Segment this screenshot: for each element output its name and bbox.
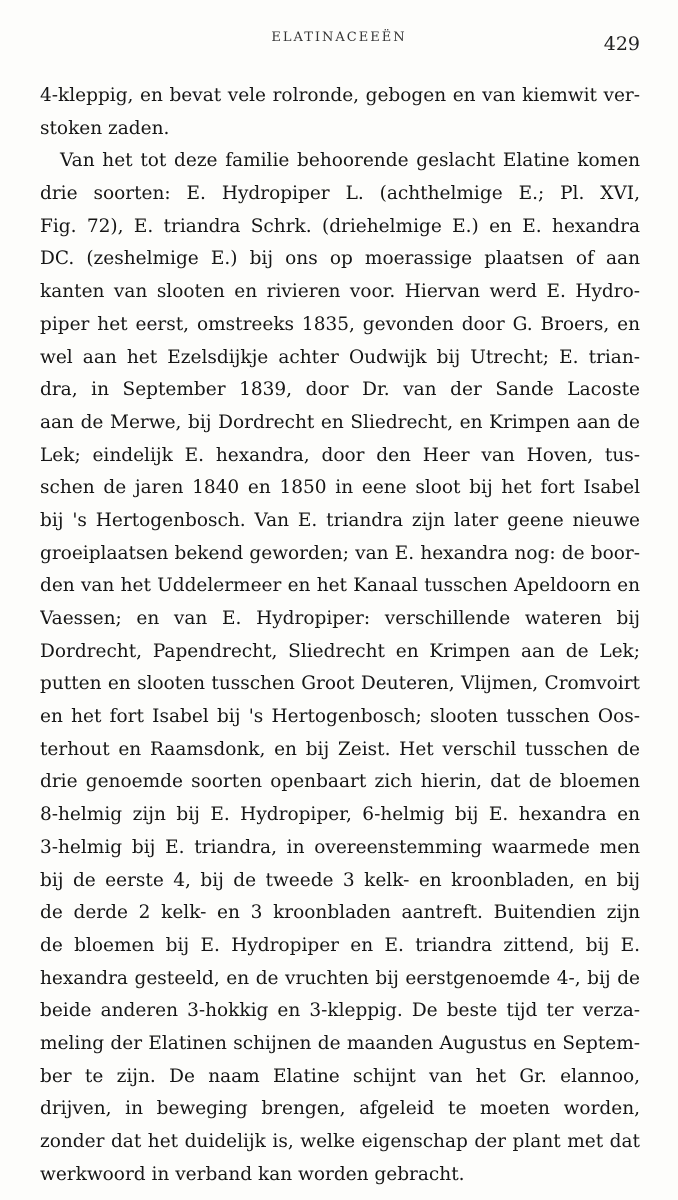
text-line: 3-helmig bij E. triandra, in overeenstemming waarmede men: [40, 836, 640, 858]
text-line: ber te zijn. De naam Elatine schijnt van het Gr. elannoo,: [40, 1065, 640, 1087]
text-line: Dordrecht, Papendrecht, Sliedrecht en Krimpen aan de Lek;: [40, 640, 640, 662]
text-line: stoken zaden.: [40, 117, 170, 139]
text-line: Fig. 72), E. triandra Schrk. (driehelmige E.) en E. hexandra: [40, 215, 640, 237]
text-line: kanten van slooten en rivieren voor. Hiervan werd E. Hydro-: [40, 281, 640, 303]
text-line: de bloemen bij E. Hydropiper en E. triandra zittend, bij E.: [40, 934, 640, 956]
text-line: DC. (zeshelmige E.) bij ons op moerassige plaatsen of aan: [40, 248, 640, 270]
text-line: drie soorten: E. Hydropiper L. (achthelmige E.; Pl. XVI,: [40, 183, 640, 205]
running-title: ELATINACEEËN: [271, 30, 407, 45]
text-line: bij 's Hertogenbosch. Van E. triandra zijn later geene nieuwe: [40, 509, 640, 531]
text-line: meling der Elatinen schijnen de maanden Augustus en Septem-: [40, 1032, 640, 1054]
text-line: aan de Merwe, bij Dordrecht en Sliedrecht, en Krimpen aan de: [40, 411, 640, 433]
text-line: bij de eerste 4, bij de tweede 3 kelk- en kroonbladen, en bij: [40, 869, 640, 891]
text-line: en het fort Isabel bij 's Hertogenbosch; slooten tusschen Oos-: [40, 706, 640, 728]
text-line: werkwoord in verband kan worden gebracht.: [40, 1163, 465, 1185]
text-line: zonder dat het duidelijk is, welke eigenschap der plant met dat: [40, 1131, 640, 1152]
text-line: Lek; eindelijk E. hexandra, door den Heer van Hoven, tus-: [40, 444, 640, 466]
text-line: den van het Uddelermeer en het Kanaal tusschen Apeldoorn en: [40, 575, 640, 597]
text-line: beide anderen 3-hokkig en 3-kleppig. De beste tijd ter verza-: [40, 1000, 640, 1022]
text-line: wel aan het Ezelsdijkje achter Oudwijk bij Utrecht; E. trian-: [40, 346, 640, 368]
text-line: Van het tot deze familie behoorende geslacht Elatine komen: [60, 150, 640, 172]
text-line: dra, in September 1839, door Dr. van der Sande Lacoste: [40, 379, 640, 401]
text-line: drijven, in beweging brengen, afgeleid te moeten worden,: [40, 1098, 640, 1120]
text-line: drie genoemde soorten openbaart zich hierin, dat de bloemen: [40, 771, 640, 793]
text-line: terhout en Raamsdonk, en bij Zeist. Het verschil tusschen de: [40, 738, 640, 760]
text-line: 8-helmig zijn bij E. Hydropiper, 6-helmig bij E. hexandra en: [40, 804, 640, 826]
text-line: putten en slooten tusschen Groot Deuteren, Vlijmen, Cromvoirt: [40, 673, 640, 695]
body-text: [40, 80, 640, 1191]
text-line: Vaessen; en van E. Hydropiper: verschillende wateren bij: [40, 608, 640, 629]
text-line: hexandra gesteeld, en de vruchten bij eerstgenoemde 4-, bij de: [40, 967, 640, 989]
text-line: 4-kleppig, en bevat vele rolronde, gebogen en van kiemwit ver-: [40, 85, 640, 106]
text-line: de derde 2 kelk- en 3 kroonbladen aantreft. Buitendien zijn: [40, 902, 640, 924]
text-line: groeiplaatsen bekend geworden; van E. hexandra nog: de boor-: [40, 542, 640, 564]
page-number: 429: [603, 33, 640, 55]
text-line: schen de jaren 1840 en 1850 in eene sloot bij het fort Isabel: [40, 477, 640, 499]
text-line: piper het eerst, omstreeks 1835, gevonden door G. Broers, en: [40, 313, 640, 335]
